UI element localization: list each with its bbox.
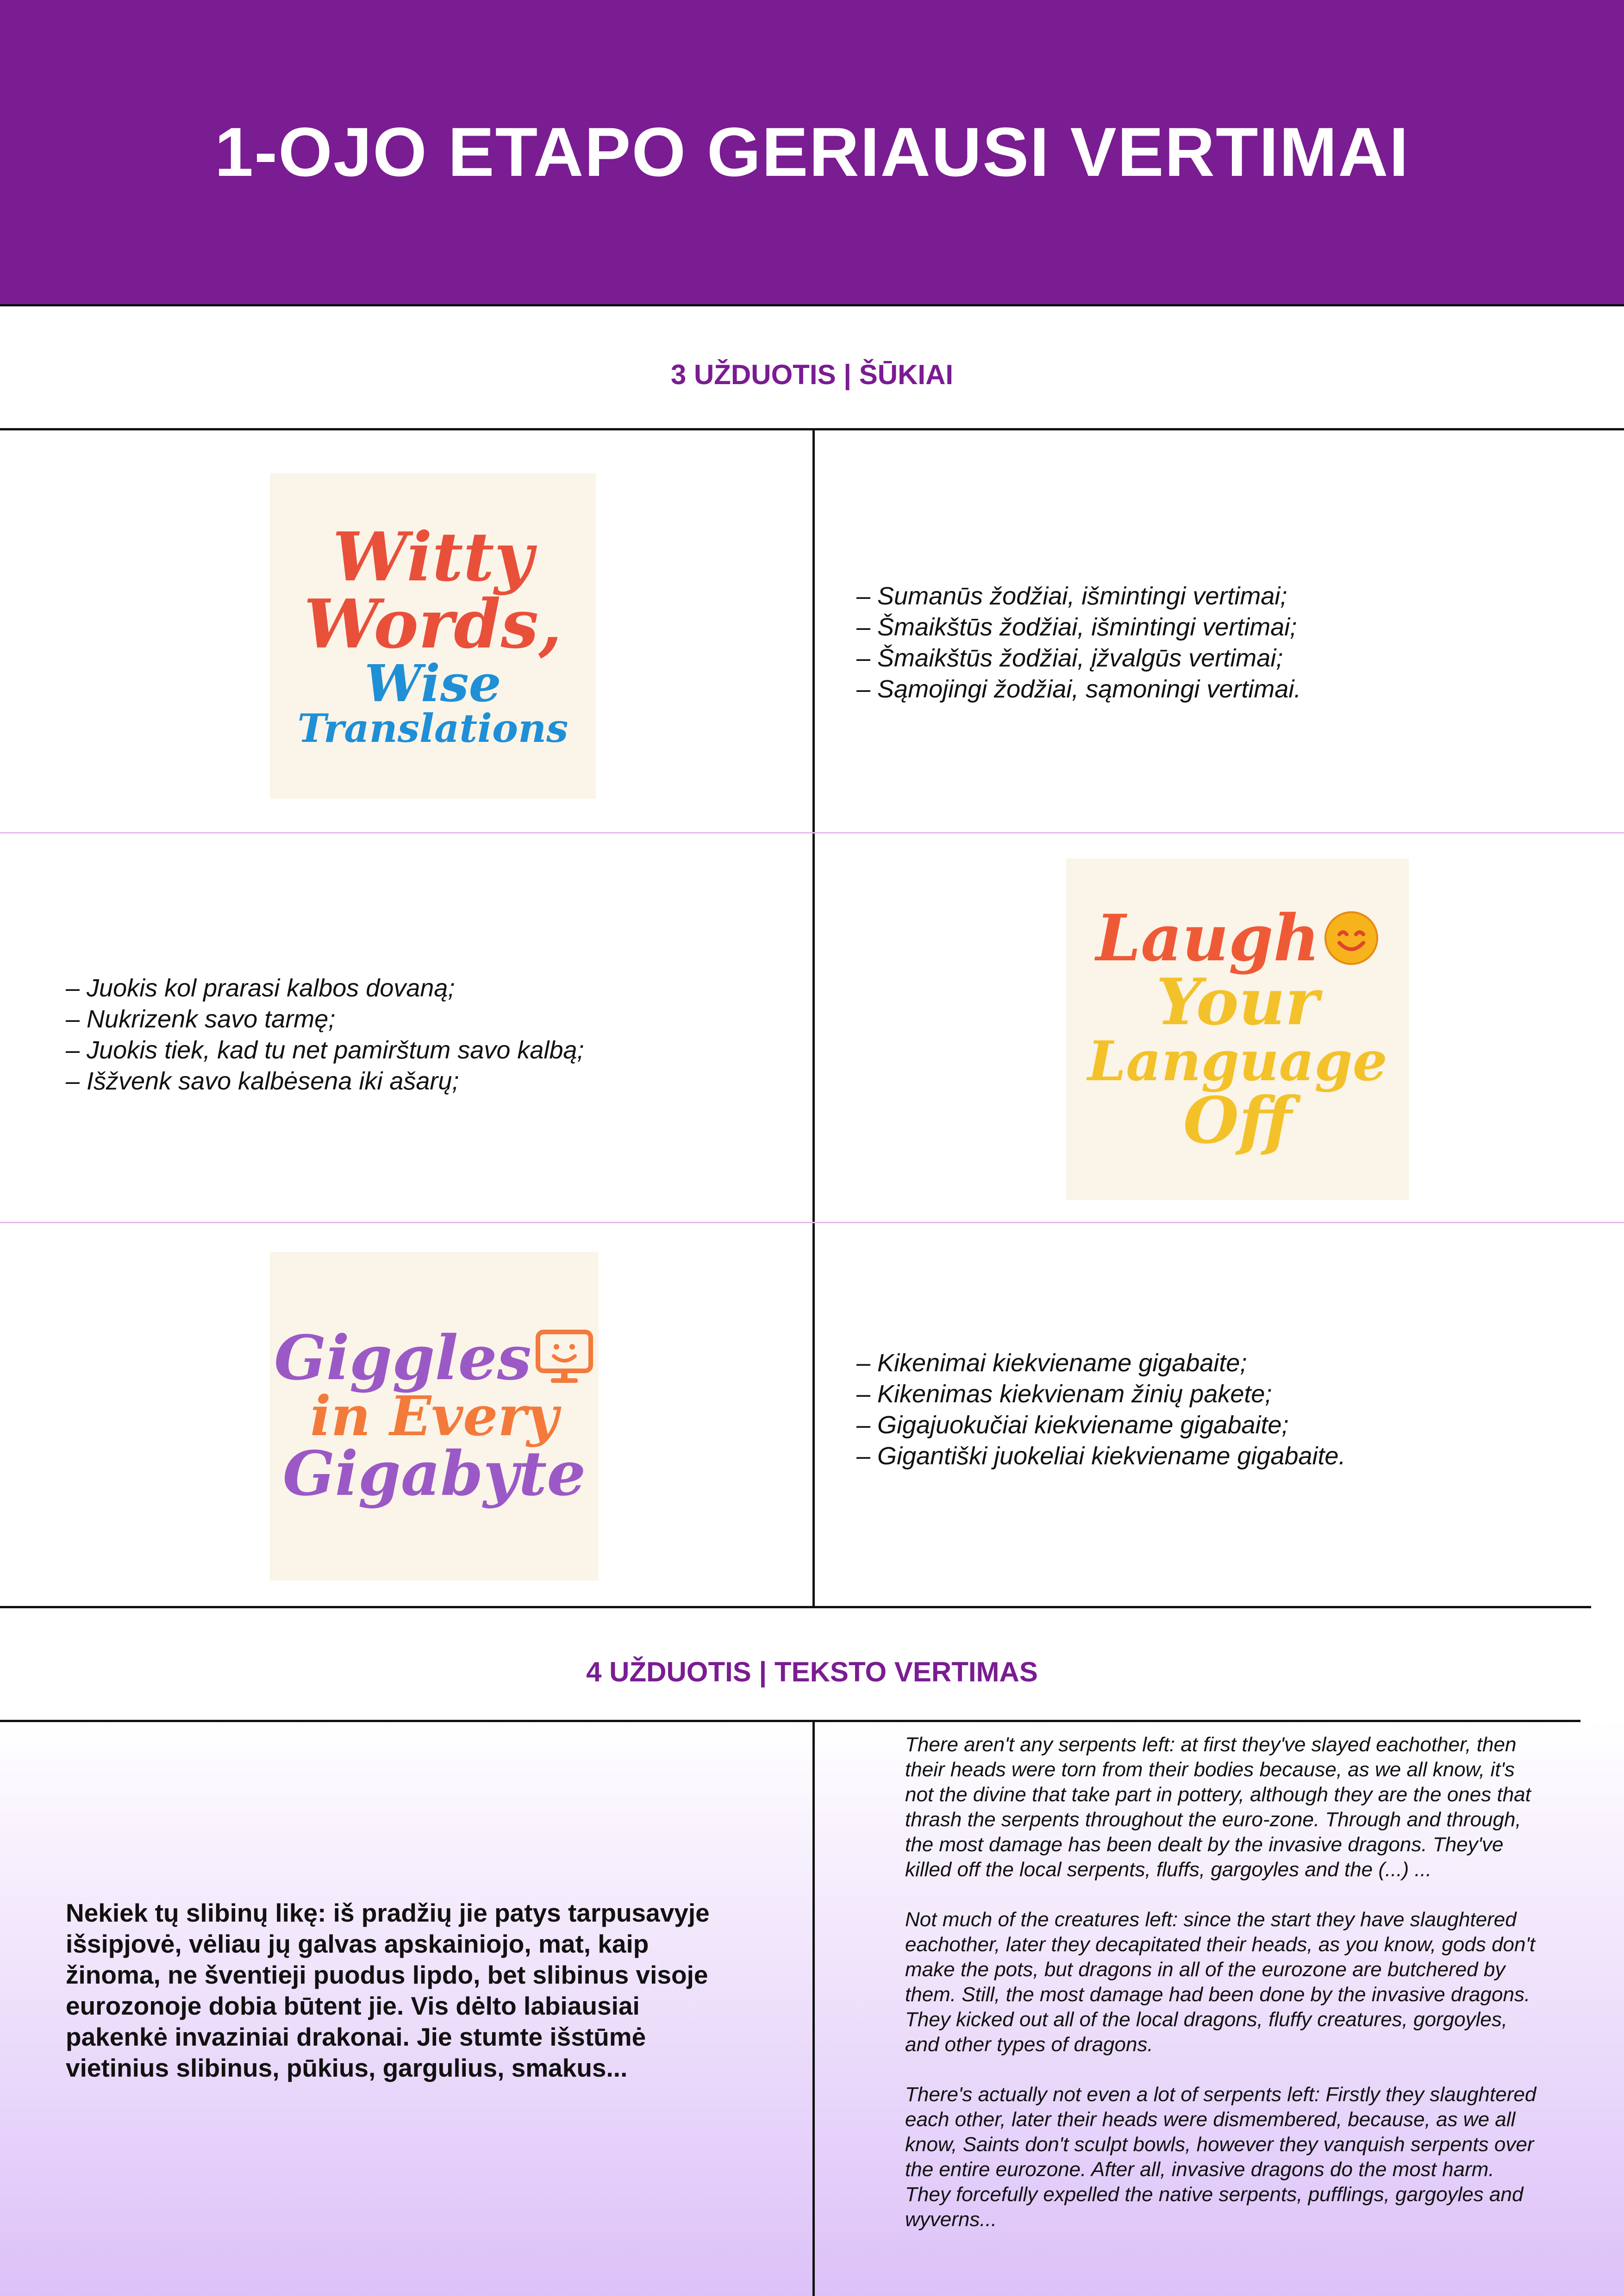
logo-line: Words, [304, 585, 562, 664]
translation-item: – Nukrizenk savo tarmę; [66, 1005, 336, 1033]
section-3-title: 3 UŽDUOTIS | ŠŪKIAI [670, 359, 954, 390]
logo-line: Translations [297, 705, 568, 751]
section-4-title: 4 UŽDUOTIS | TEKSTO VERTIMAS [586, 1656, 1038, 1687]
logo-line: Off [1183, 1083, 1292, 1158]
translation-paragraph: There aren't any serpents left: at first they've slayed eachother, then their heads were torn from their bodies because, as we all know, it's not the divine that take part in pottery, although they are the ones that thrash the serpents throughout the euro-zone. Through and through, the most damage has been dealt by the invasive dragons. They've killed off the local serpents, fluffs, gargoyles and the (...) ... [905, 1733, 1531, 1881]
translation-item: – Sąmojingi žodžiai, sąmoningi vertimai. [856, 675, 1301, 703]
translation-item: – Šmaikštūs žodžiai, įžvalgūs vertimai; [856, 644, 1283, 672]
smiley-icon [1324, 910, 1379, 966]
section-3-bottom-divider [0, 1606, 1591, 1608]
section-3-top-divider [0, 428, 1624, 430]
page-header [0, 0, 1624, 306]
slogan-translations-3 [856, 1348, 1346, 1472]
logo-row [1096, 900, 1379, 976]
logo-line: Gigabyte [282, 1438, 586, 1510]
translation-paragraph: Not much of the creatures left: since the start they have slaughtered eachother, later they decapitated their heads, as you know, gods don't make the pots, but dragons in all of the eurozone are butchered by them. Still, the most damage had been done by the invasive dragons. They kicked out all of the local dragons, fluffy creatures, gorgoyles, and other types of dragons. [905, 1908, 1536, 2056]
translations-list [905, 1732, 1539, 2257]
logo-witty-words [270, 473, 596, 799]
monitor-smiley-icon [534, 1328, 594, 1388]
translation-item: – Gigantiški juokeliai kiekviename gigabaite. [856, 1442, 1346, 1470]
translation-item: – Juokis kol prarasi kalbos dovaną; [66, 974, 455, 1002]
column-divider [812, 428, 815, 1607]
slogan-translations-1 [856, 581, 1301, 705]
column-divider [812, 1720, 815, 2296]
translation-item: – Gigajuokučiai kiekviename gigabaite; [856, 1411, 1289, 1439]
logo-giggles-in-every-gigabyte [270, 1252, 599, 1580]
row-divider [0, 1222, 1624, 1223]
logo-line: in Every [310, 1384, 558, 1448]
slogan-translations-2 [66, 973, 584, 1097]
logo-line: Wise [364, 653, 501, 713]
translation-paragraph: There's actually not even a lot of serpents left: Firstly they slaughtered each other, later their heads were dismembered, because, as we all know, Saints don't sculpt bowls, however they vanquish serpents over the entire eurozone. After all, invasive dragons do the most harm. They forcefully expelled the native serpents, pufflings, gargoyles and wyverns... [905, 2083, 1537, 2231]
translation-item: – Kikenimas kiekvienam žinių pakete; [856, 1380, 1272, 1408]
logo-line: Witty [332, 518, 533, 597]
translation-item: – Išžvenk savo kalbėsena iki ašarų; [66, 1067, 459, 1095]
page-title: 1-OJO ETAPO GERIAUSI VERTIMAI [214, 113, 1410, 191]
section-4-top-divider [0, 1720, 1580, 1722]
source-text: Nekiek tų slibinų likę: iš pradžių jie patys tarpusavyje išsipjovė, vėliau jų galvas apskainiojo, mat, kaip žinoma, ne šventieji puodus lipdo, bet slibinus visoje eurozonoje dobia būtent jie. Vis dėlto labiausiai pakenkė invaziniai drakonai. Jie stumte išstūmė vietinius slibinus, pūkius, gargulius, smakus... [66, 1898, 710, 2082]
logo-line: Laugh [1096, 900, 1320, 976]
translation-item: – Šmaikštūs žodžiai, išmintingi vertimai; [856, 613, 1297, 641]
logo-line: Giggles [274, 1322, 531, 1394]
logo-line: Your [1156, 964, 1319, 1039]
translation-item: – Sumanūs žodžiai, išmintingi vertimai; [856, 582, 1287, 610]
translation-item: – Juokis tiek, kad tu net pamirštum savo kalbą; [66, 1036, 584, 1064]
logo-line: Language [1087, 1029, 1387, 1093]
logo-row [274, 1322, 594, 1394]
logo-laugh-your-language-off [1066, 859, 1409, 1200]
translation-item: – Kikenimai kiekviename gigabaite; [856, 1349, 1247, 1377]
row-divider [0, 832, 1624, 834]
